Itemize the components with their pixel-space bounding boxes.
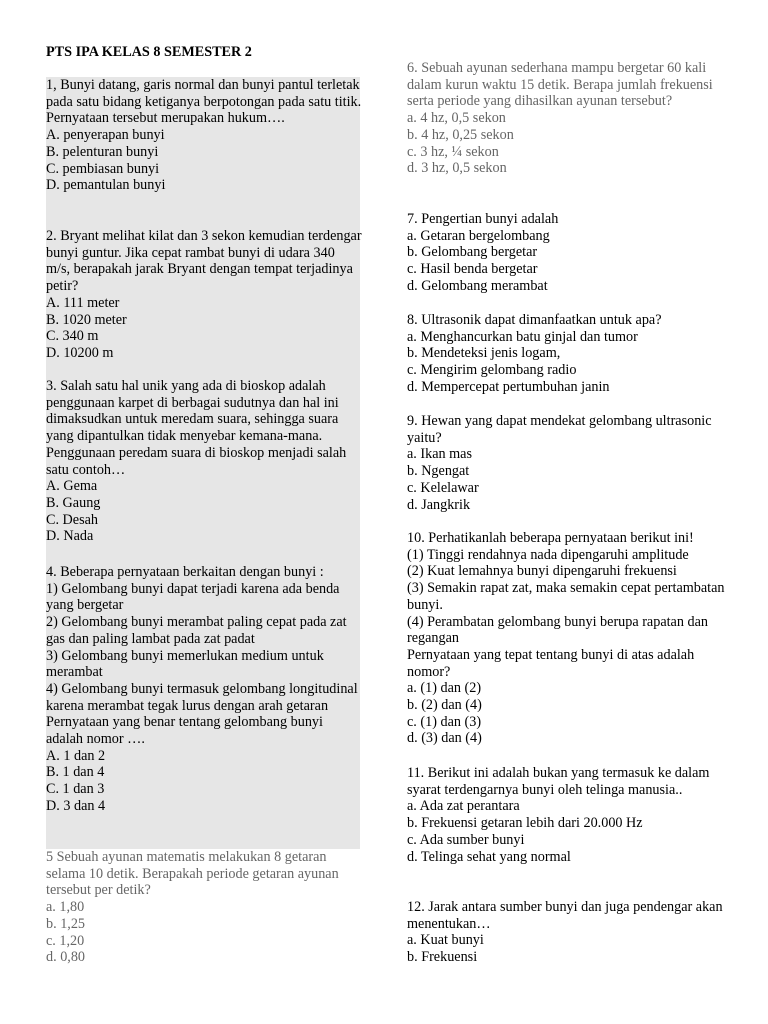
option: D. 3 dan 4 (46, 797, 106, 814)
question-stem: 7. Pengertian bunyi adalah (407, 211, 559, 227)
option: B. 1 dan 4 (46, 764, 105, 781)
question-stem: 10. Perhatikanlah beberapa pernyataan berikut ini! (407, 530, 694, 546)
option: a. Ada zat perantara (407, 798, 520, 815)
option: b. 1,25 (46, 915, 86, 932)
option: A. 1 dan 2 (46, 747, 106, 764)
option: c. Ada sumber bunyi (407, 831, 525, 848)
question-12 (407, 899, 725, 966)
question-3 (46, 378, 362, 545)
option: d. Mempercepat pertumbuhan janin (407, 378, 610, 395)
question-2 (46, 228, 362, 362)
option: B. Gaung (46, 494, 101, 511)
option: A. 111 meter (46, 294, 120, 311)
question-1 (46, 77, 362, 194)
option: D. Nada (46, 528, 94, 545)
option: b. Ngengat (407, 463, 470, 480)
question-6 (407, 60, 725, 177)
option: D. pemantulan bunyi (46, 177, 166, 194)
option: A. penyerapan bunyi (46, 127, 165, 144)
statement: 2) Gelombang bunyi merambat paling cepat pada zat gas dan paling lambat pada zat padat (46, 614, 347, 647)
statement: (4) Perambatan gelombang bunyi berupa rapatan dan regangan (407, 613, 708, 647)
question-stem: 9. Hewan yang dapat mendekat gelombang ultrasonic yaitu? (407, 413, 712, 446)
question-9 (407, 413, 725, 513)
question-stem: 11. Berikut ini adalah bukan yang termasuk ke dalam syarat terdengarnya bunyi oleh telinga manusia.. (407, 765, 710, 798)
option: b. (2) dan (4) (407, 697, 482, 714)
question-stem: 6. Sebuah ayunan sederhana mampu bergetar 60 kali dalam kurun waktu 15 detik. Berapa jumlah frekuensi serta periode yang dihasilkan ayunan tersebut? (407, 60, 713, 110)
question-stem: 1, Bunyi datang, garis normal dan bunyi pantul terletak pada satu bidang ketiganya berpotongan pada satu titik. Pernyataan tersebut merupakan hukum…. (46, 77, 362, 127)
option: C. 340 m (46, 328, 99, 345)
option: d. Telinga sehat yang normal (407, 848, 571, 865)
question-stem: 4. Beberapa pernyataan berkaitan dengan bunyi : (46, 564, 324, 580)
option: b. Gelombang bergetar (407, 244, 538, 261)
option: a. Ikan mas (407, 446, 473, 463)
option: a. 1,80 (46, 899, 85, 916)
option: A. Gema (46, 478, 98, 495)
option: C. 1 dan 3 (46, 781, 105, 798)
option: c. 1,20 (46, 932, 85, 949)
question-stem: 5 Sebuah ayunan matematis melakukan 8 getaran selama 10 detik. Berapakah periode getaran ayunan tersebut per detik? (46, 849, 339, 899)
question-7 (407, 211, 725, 295)
option: a. Menghancurkan batu ginjal dan tumor (407, 328, 638, 345)
option: c. Mengirim gelombang radio (407, 362, 577, 379)
question-stem: 3. Salah satu hal unik yang ada di bioskop adalah penggunaan karpet di berbagai sudutnya dan hal ini dimaksudkan untuk meredam suara, sehingga suara yang dipantulkan tidak menyebar kemana-mana. Penggunaan peredam suara di bioskop menjadi salah satu contoh… (46, 378, 347, 478)
option: a. 4 hz, 0,5 sekon (407, 110, 506, 127)
option: c. Kelelawar (407, 479, 479, 496)
question-4 (46, 564, 362, 815)
question-stem: 12. Jarak antara sumber bunyi dan juga pendengar akan menentukan… (407, 899, 723, 932)
option: C. pembiasan bunyi (46, 160, 160, 177)
statement: 4) Gelombang bunyi termasuk gelombang longitudinal karena merambat tegak lurus dengan arah getaran (46, 680, 358, 714)
option: a. Kuat bunyi (407, 932, 484, 949)
question-5 (46, 849, 362, 966)
option: b. Frekuensi (407, 949, 478, 966)
option: a. Getaran bergelombang (407, 227, 550, 244)
statement: Pernyataan yang tepat tentang bunyi di atas adalah nomor? (407, 646, 695, 680)
question-8 (407, 312, 725, 396)
option: d. Gelombang merambat (407, 277, 548, 294)
option: d. 0,80 (46, 949, 86, 966)
statement: 1) Gelombang bunyi dapat terjadi karena ada benda yang bergetar (46, 580, 340, 614)
question-11 (407, 765, 725, 865)
question-stem: 8. Ultrasonik dapat dimanfaatkan untuk apa? (407, 312, 662, 328)
page-title: PTS IPA KELAS 8 SEMESTER 2 (46, 44, 252, 60)
option: c. 3 hz, ¼ sekon (407, 143, 499, 160)
option: b. Mendeteksi jenis logam, (407, 345, 561, 362)
statement: Pernyataan yang benar tentang gelombang bunyi adalah nomor …. (46, 714, 323, 748)
option: d. 3 hz, 0,5 sekon (407, 160, 507, 177)
option: b. 4 hz, 0,25 sekon (407, 126, 514, 143)
statement: (2) Kuat lemahnya bunyi dipengaruhi frekuensi (407, 563, 677, 580)
option: D. 10200 m (46, 344, 114, 361)
statement: (3) Semakin rapat zat, maka semakin cepat pertambatan bunyi. (407, 580, 725, 613)
option: b. Frekuensi getaran lebih dari 20.000 Hz (407, 815, 643, 832)
question-10 (407, 530, 725, 747)
option: c. Hasil benda bergetar (407, 261, 538, 278)
statement: 3) Gelombang bunyi memerlukan medium untuk merambat (46, 647, 324, 681)
option: d. Jangkrik (407, 496, 471, 513)
option: C. Desah (46, 511, 99, 528)
option: c. (1) dan (3) (407, 713, 482, 730)
option: d. (3) dan (4) (407, 730, 482, 747)
statement: (1) Tinggi rendahnya nada dipengaruhi amplitude (407, 546, 689, 563)
option: B. 1020 meter (46, 311, 127, 328)
question-stem: 2. Bryant melihat kilat dan 3 sekon kemudian terdengar bunyi guntur. Jika cepat rambat bunyi di udara 340 m/s, berapakah jarak Bryant dengan tempat terjadinya petir? (46, 228, 362, 295)
option: a. (1) dan (2) (407, 680, 482, 697)
option: B. pelenturan bunyi (46, 143, 159, 160)
